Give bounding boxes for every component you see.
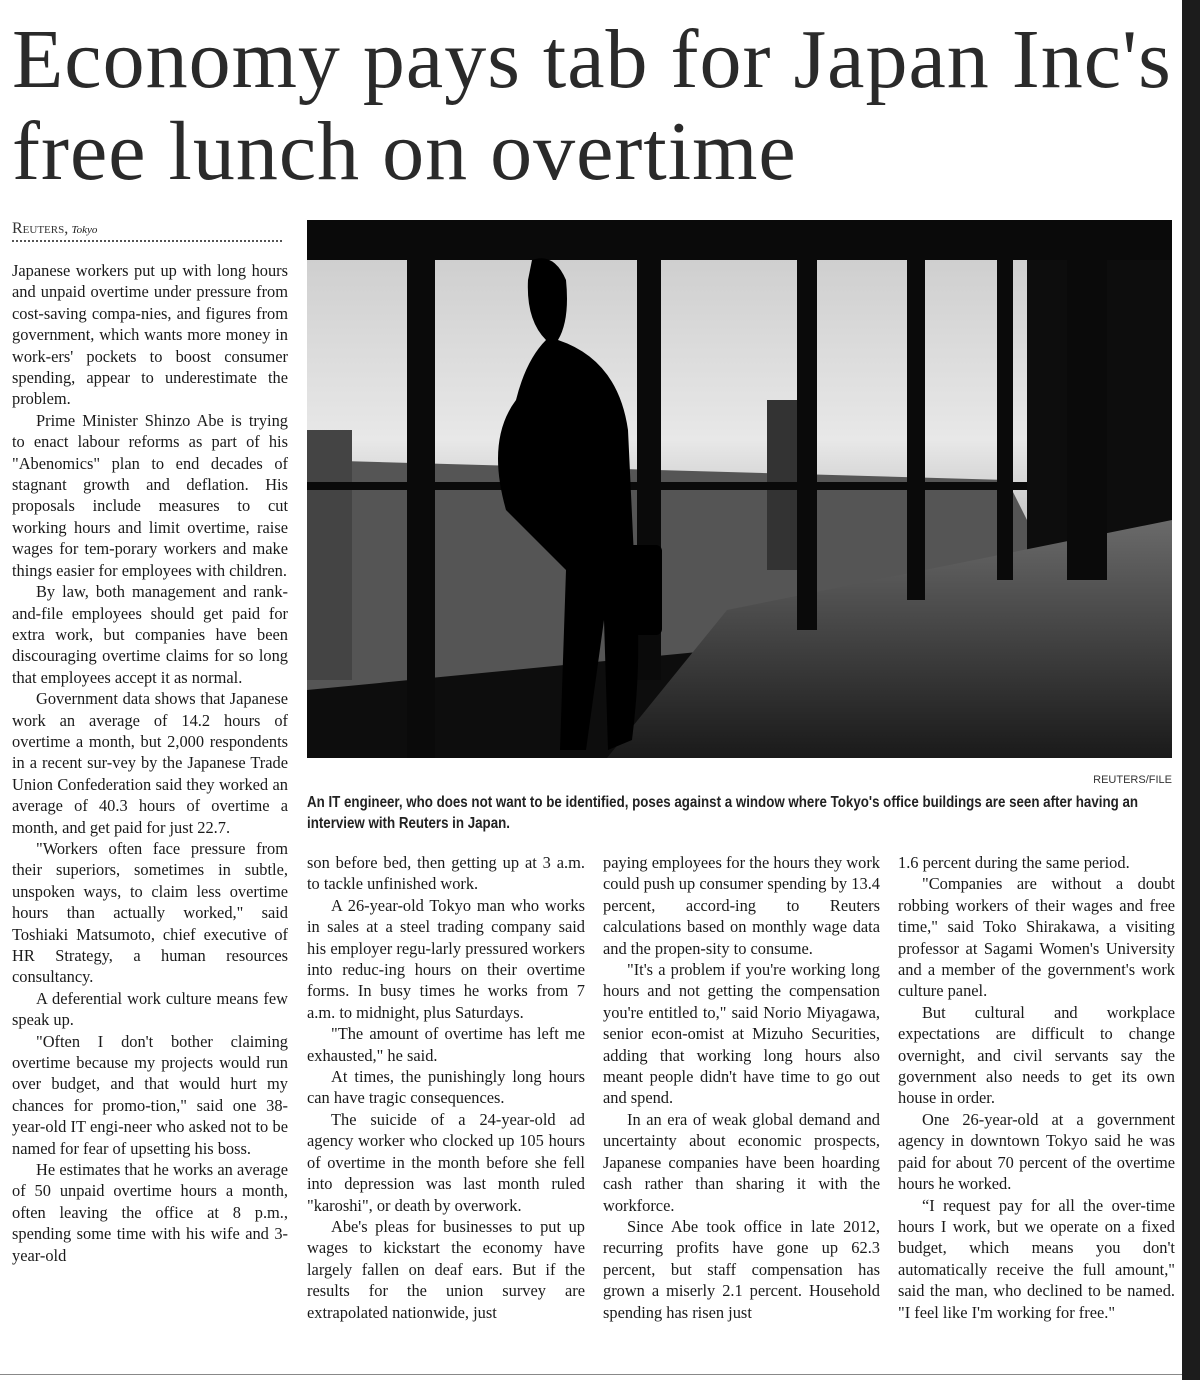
article-paragraph: "It's a problem if you're working long hours and not getting the compensation you're entitled to," said Norio Miyagawa, senior econ-omist at Mizuho Securities, adding that working long hours also meant people didn't have time to go out and spend. (603, 960, 880, 1108)
headline: Economy pays tab for Japan Inc's free lunch on overtime (12, 14, 1172, 198)
article-paragraph: Abe's pleas for businesses to put up wages to kickstart the economy have largely fallen on deaf ears. But if the results for the union survey are extrapolated nationwide, just (307, 1216, 585, 1322)
article-paragraph: In an era of weak global demand and uncertainty about economic prospects, Japanese companies have been hoarding cash rather than sharing it with the workforce. (603, 1109, 880, 1215)
article-column-1 (12, 260, 288, 1266)
article-paragraph: Japanese workers put up with long hours and unpaid overtime under pressure from cost-saving compa-nies, and figures from government, which wants more money in work-ers' pockets to boost consumer spending, appear to underestimate the problem. (12, 261, 288, 409)
article-photo (307, 220, 1172, 758)
article-column-3 (603, 852, 880, 1323)
photo-caption: An IT engineer, who does not want to be identified, poses against a window where Tokyo's office buildings are seen after having an interview with Reuters in Japan. (307, 794, 1139, 832)
byline-location: Tokyo (71, 224, 98, 236)
article-paragraph: A 26-year-old Tokyo man who works in sales at a steel trading company said his employer regu-larly pressured workers into reduc-ing hours on their overtime forms. In busy times he works from 7 a.m. to midnight, plus Saturdays. (307, 895, 585, 1022)
article-paragraph: But cultural and workplace expectations are difficult to change overnight, and civil servants say the government also needs to get its own house in order. (898, 1002, 1175, 1108)
article-paragraph: He estimates that he works an average of 50 unpaid overtime hours a month, often leaving the office at 8 p.m., spending some time with his wife and 3-year-old (12, 1160, 288, 1265)
byline (12, 220, 97, 238)
article-paragraph: At times, the punishingly long hours can have tragic consequences. (307, 1067, 585, 1108)
dotted-divider (12, 240, 282, 242)
article-paragraph: The suicide of a 24-year-old ad agency worker who clocked up 105 hours of overtime in the month before she fell into depression was last month ruled "karoshi", or death by overwork. (307, 1109, 585, 1215)
article-paragraph: 1.6 percent during the same period. (898, 853, 1130, 872)
article-paragraph: One 26-year-old at a government agency in downtown Tokyo said he was paid for about 70 percent of the overtime hours he worked. (898, 1109, 1175, 1194)
article-paragraph: "Companies are without a doubt robbing workers of their wages and free time," said Toko Shirakawa, a visiting professor at Sagami Women's University and a member of the government's work culture panel. (898, 874, 1175, 1001)
byline-source: Reuters, (12, 220, 69, 237)
page-edge-bar (1182, 0, 1200, 1380)
article-column-4 (898, 852, 1175, 1323)
article-paragraph: "The amount of overtime has left me exhausted," he said. (307, 1024, 585, 1065)
article-column-2 (307, 852, 585, 1323)
article-paragraph: "Workers often face pressure from their superiors, sometimes in subtle, unspoken ways, to claim less overtime hours than actually worked," said Toshiaki Matsumoto, chief executive of HR Strategy, a human resources consultancy. (12, 838, 288, 987)
article-paragraph: son before bed, then getting up at 3 a.m. to tackle unfinished work. (307, 853, 585, 894)
bottom-rule (0, 1374, 1182, 1375)
photo-silhouette-image (307, 220, 1172, 758)
article-paragraph: paying employees for the hours they work could push up consumer spending by 13.4 percent, accord-ing to Reuters calculations based on monthly wage data and the propen-sity to consume. (603, 853, 880, 958)
article-paragraph: A deferential work culture means few speak up. (12, 988, 288, 1030)
article-paragraph: Since Abe took office in late 2012, recurring profits have gone up 62.3 percent, but staff compensation has grown a miserly 2.1 percent. Household spending has risen just (603, 1216, 880, 1322)
article-paragraph: “I request pay for all the over-time hours I work, but we operate on a fixed budget, which means you don't automatically receive the full amount," said the man, who declined to be named. "I feel like I'm working for free." (898, 1195, 1175, 1322)
article-paragraph: Prime Minister Shinzo Abe is trying to enact labour reforms as part of his "Abenomics" plan to end decades of stagnant growth and deflation. His proposals include measures to cut working hours and limit overtime, raise wages for tem-porary workers and make things easier for employees with children. (12, 410, 288, 580)
article-paragraph: By law, both management and rank-and-file employees should get paid for extra work, but companies have been discouraging overtime claims for so long that employees accept it as normal. (12, 582, 288, 687)
article-paragraph: "Often I don't bother claiming overtime because my projects would run over budget, and that would hurt my chances for promo-tion," said one 38-year-old IT engi-neer who asked not to be named for fear of upsetting his boss. (12, 1031, 288, 1158)
article-paragraph: Government data shows that Japanese work an average of 14.2 hours of overtime a month, but 2,000 respondents in a recent sur-vey by the Japanese Trade Union Confederation said they worked an average of 40.3 hours of overtime a month, and get paid for just 22.7. (12, 689, 288, 837)
photo-credit: REUTERS/FILE (1093, 774, 1172, 786)
